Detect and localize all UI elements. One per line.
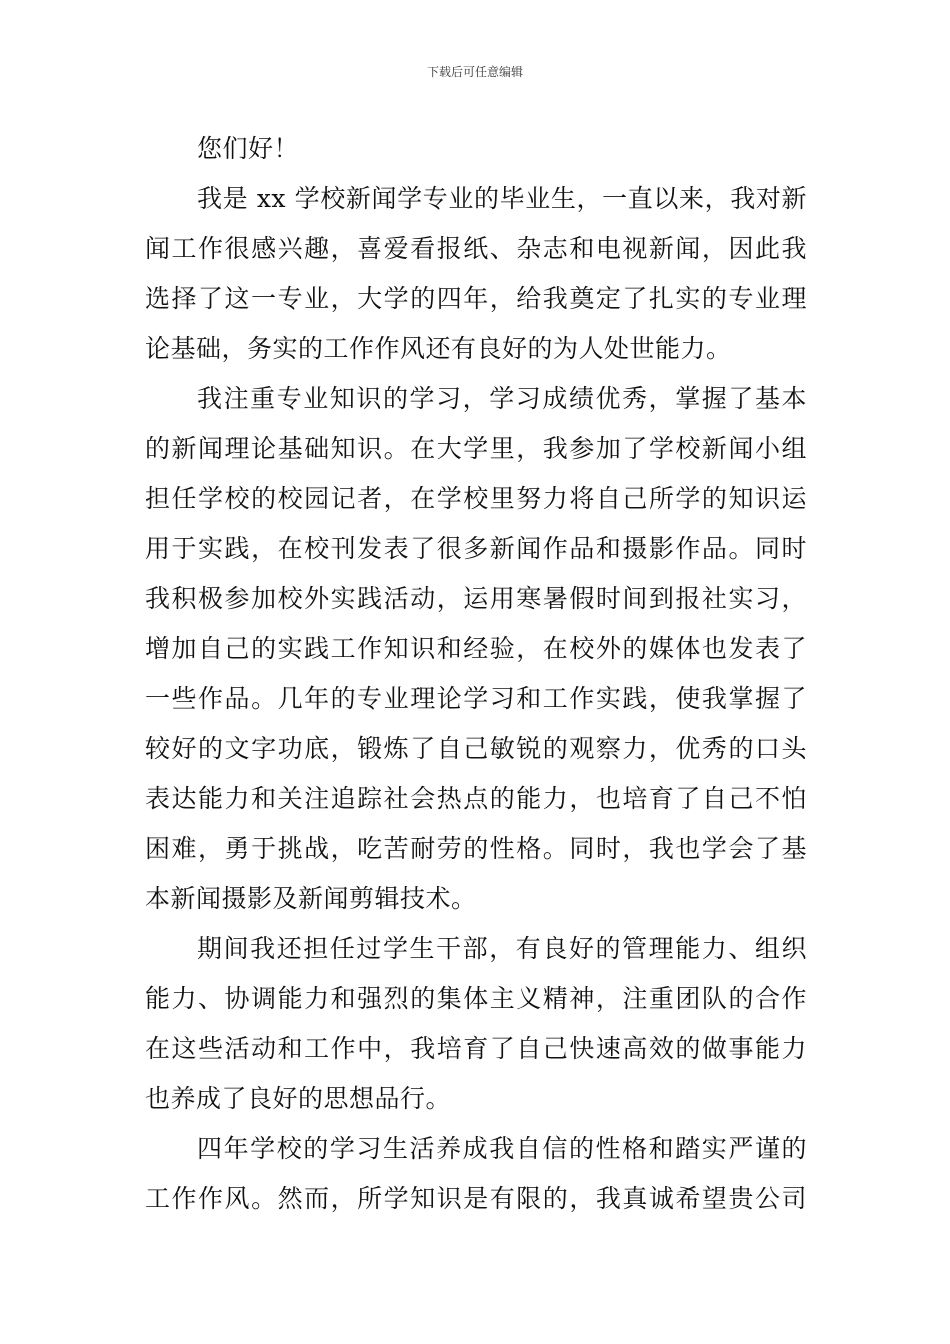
text-line: 困难，勇于挑战，吃苦耐劳的性格。同时，我也学会了基	[145, 834, 807, 863]
text-line: 工作作风。然而，所学知识是有限的，我真诚希望贵公司	[145, 1184, 807, 1213]
text-line: 较好的文字功底，锻炼了自己敏锐的观察力，优秀的口头	[145, 734, 807, 763]
text-line: 用于实践，在校刊发表了很多新闻作品和摄影作品。同时	[145, 534, 807, 563]
text-line: 的新闻理论基础知识。在大学里，我参加了学校新闻小组	[145, 434, 807, 463]
text-line: 一些作品。几年的专业理论学习和工作实践，使我掌握了	[145, 684, 807, 713]
text-line: 期间我还担任过学生干部，有良好的管理能力、组织	[197, 934, 807, 963]
text-line: 四年学校的学习生活养成我自信的性格和踏实严谨的	[197, 1134, 807, 1163]
text-line: 选择了这一专业，大学的四年，给我奠定了扎实的专业理	[145, 284, 807, 313]
text-line: 论基础，务实的工作作风还有良好的为人处世能力。	[145, 334, 732, 363]
text-line: 您们好！	[197, 134, 300, 163]
text-line: 我积极参加校外实践活动，运用寒暑假时间到报社实习，	[145, 584, 807, 613]
text-line: 能力、协调能力和强烈的集体主义精神，注重团队的合作	[145, 984, 807, 1013]
text-line: 闻工作很感兴趣，喜爱看报纸、杂志和电视新闻，因此我	[145, 234, 807, 263]
text-line: 本新闻摄影及新闻剪辑技术。	[145, 884, 477, 913]
text-line: 增加自己的实践工作知识和经验，在校外的媒体也发表了	[145, 634, 807, 663]
text-line: 在这些活动和工作中，我培育了自己快速高效的做事能力	[145, 1034, 807, 1063]
page-header: 下载后可任意编辑	[426, 65, 523, 79]
text-line: 我是 xx 学校新闻学专业的毕业生，一直以来，我对新	[197, 184, 807, 213]
letter-body	[145, 124, 807, 1224]
text-line: 也养成了良好的思想品行。	[145, 1084, 452, 1113]
text-line: 表达能力和关注追踪社会热点的能力，也培育了自己不怕	[145, 784, 807, 813]
text-line: 担任学校的校园记者，在学校里努力将自己所学的知识运	[145, 484, 807, 513]
text-line: 我注重专业知识的学习，学习成绩优秀，掌握了基本	[197, 384, 807, 413]
